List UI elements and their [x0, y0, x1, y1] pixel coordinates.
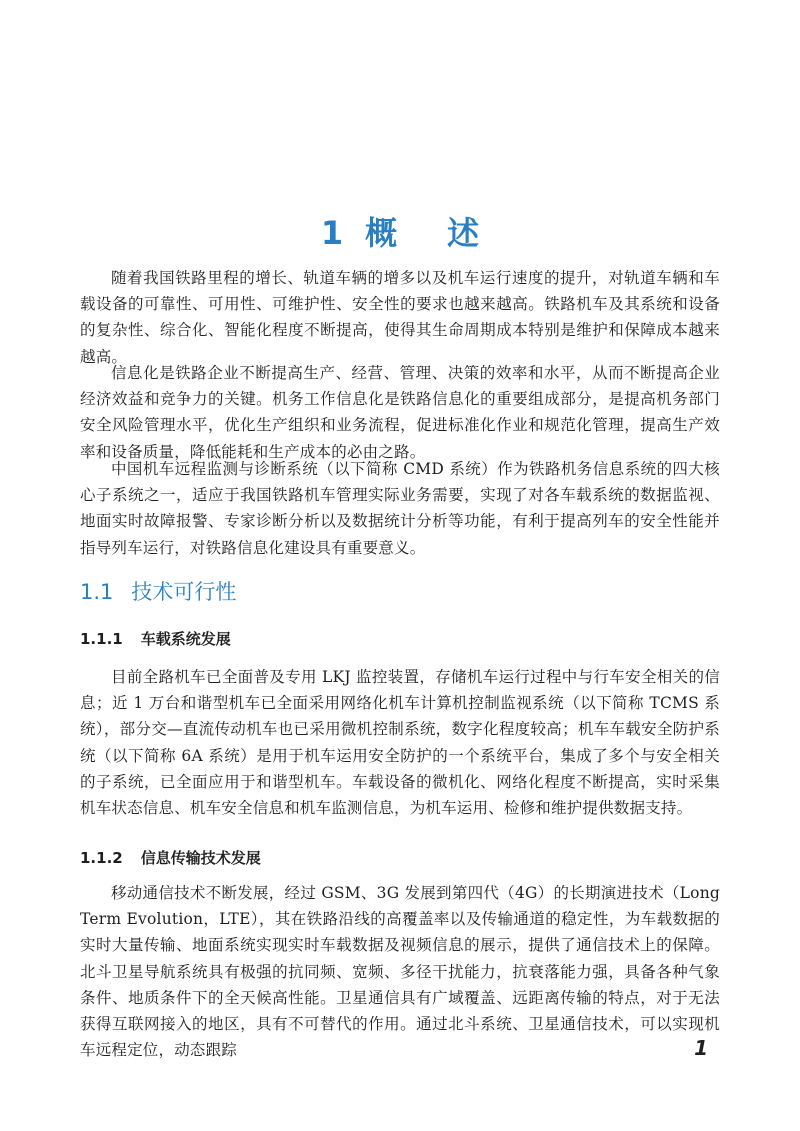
page-number: 1: [694, 1036, 708, 1060]
chapter-title-char-2: 述: [447, 214, 480, 253]
section-title: 技术可行性: [131, 580, 237, 604]
intro-paragraph-3: 中国机车远程监测与诊断系统（以下简称 CMD 系统）作为铁路机务信息系统的四大核心子系统之一，适应于我国铁路机车管理实际业务需要，实现了对各车载系统的数据监视、地面实时故障报警、专家诊断分析以及数据统计分析等功能，有利于提高列车的安全性能并指导列车运行，对铁路信息化建设具有重要意义。: [80, 460, 720, 557]
subsection-number: 1.1.1: [80, 630, 123, 648]
subsection-heading-1-1-1: [80, 628, 231, 650]
intro-paragraph-1: 随着我国铁路里程的增长、轨道车辆的增多以及机车运行速度的提升，对轨道车辆和车载设备的可靠性、可用性、可维护性、安全性的要求也越来越高。铁路机车及其系统和设备的复杂性、综合化、智能化程度不断提高，使得其生命周期成本特别是维护和保障成本越来越高。: [80, 269, 720, 366]
intro-paragraph-2: 信息化是铁路企业不断提高生产、经营、管理、决策的效率和水平，从而不断提高企业经济效益和竞争力的关键。机务工作信息化是铁路信息化的重要组成部分，是提高机务部门安全风险管理水平，优化生产组织和业务流程，促进标准化作业和规范化管理，提高生产效率和设备质量，降低能耗和生产成本的必由之路。: [80, 364, 720, 461]
subsection-1-1-1-paragraph: 目前全路机车已全面普及专用 LKJ 监控装置，存储机车运行过程中与行车安全相关的信息；近 1 万台和谐型机车已全面采用网络化机车计算机控制监视系统（以下简称 TCMS 系统），部分交—直流传动机车也已采用微机控制系统，数字化程度较高；机车车载安全防护系统（以下简称 6A 系统）是用于机车运用安全防护的一个系统平台，集成了多个与安全相关的子系统，已全面应用于和谐型机车。车载设备的微机化、网络化程度不断提高，实时采集机车状态信息、机车安全信息和机车监测信息，为机车运用、检修和维护提供数据支持。: [80, 668, 720, 818]
subsection-number: 1.1.2: [80, 849, 123, 867]
section-heading-1-1: [80, 578, 236, 606]
subsection-title: 信息传输技术发展: [140, 849, 261, 867]
subsection-heading-1-1-2: [80, 847, 261, 869]
chapter-title-char-1: 概: [365, 214, 398, 253]
chapter-number: 1: [320, 214, 344, 253]
subsection-1-1-2-paragraph: 移动通信技术不断发展，经过 GSM、3G 发展到第四代（4G）的长期演进技术（Long Term Evolution，LTE），其在铁路沿线的高覆盖率以及传输通道的稳定性，为车载数据的实时大量传输、地面系统实现实时车载数据及视频信息的展示，提供了通信技术上的保障。北斗卫星导航系统具有极强的抗同频、宽频、多径干扰能力，抗衰落能力强，具备各种气象条件、地质条件下的全天候高性能。卫星通信具有广域覆盖、远距离传输的特点，对于无法获得互联网接入的地区，具有不可替代的作用。通过北斗系统、卫星通信技术，可以实现机车远程定位，动态跟踪: [80, 884, 720, 1060]
subsection-title: 车载系统发展: [140, 630, 231, 648]
section-number: 1.1: [80, 580, 114, 604]
chapter-title: [0, 213, 800, 253]
